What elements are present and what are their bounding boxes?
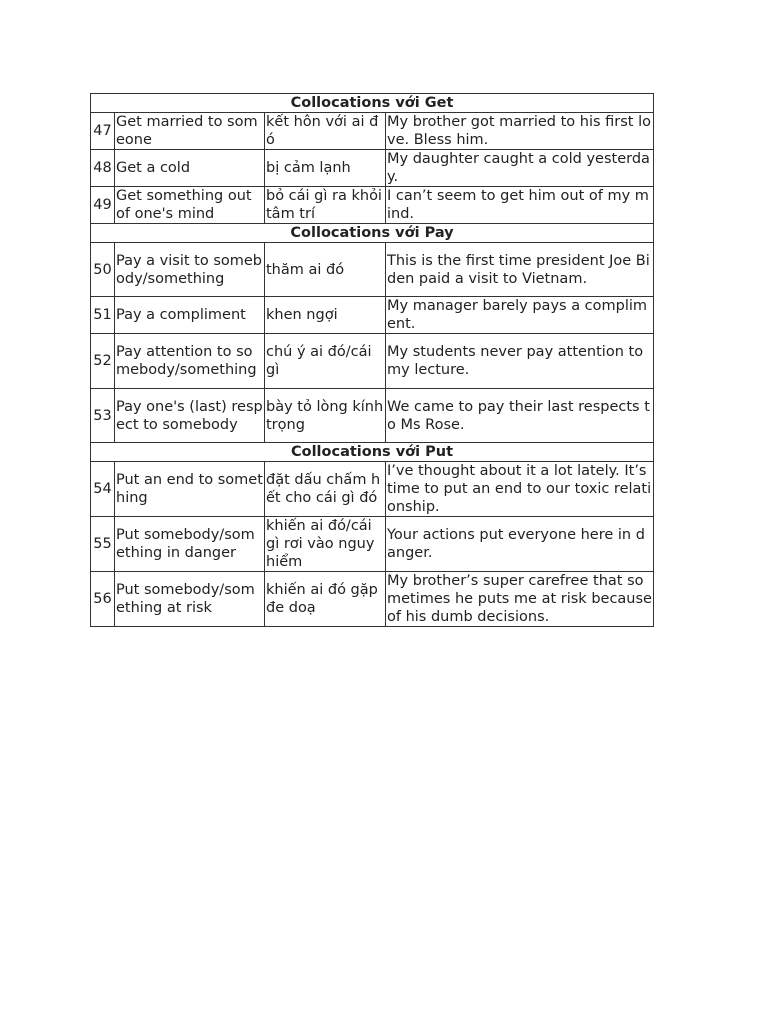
table-row <box>91 297 654 334</box>
row-number: 53 <box>91 389 115 443</box>
collocation-phrase: Pay attention to somebody/something <box>115 334 265 389</box>
row-number: 51 <box>91 297 115 334</box>
section-header-row <box>91 94 654 113</box>
table-row <box>91 187 654 224</box>
collocation-phrase: Pay a visit to somebody/something <box>115 243 265 297</box>
vietnamese-meaning: khiến ai đó gặp đe doạ <box>265 572 386 627</box>
table-row <box>91 389 654 443</box>
vietnamese-meaning: bỏ cái gì ra khỏi tâm trí <box>265 187 386 224</box>
section-title: Collocations với Put <box>91 443 654 462</box>
collocation-phrase: Put an end to something <box>115 462 265 517</box>
vietnamese-meaning: thăm ai đó <box>265 243 386 297</box>
vietnamese-meaning: chú ý ai đó/cái gì <box>265 334 386 389</box>
table-row <box>91 517 654 572</box>
collocations-table <box>90 93 654 627</box>
example-sentence: We came to pay their last respects to Ms Rose. <box>386 389 654 443</box>
table-row <box>91 113 654 150</box>
collocation-phrase: Get married to someone <box>115 113 265 150</box>
vietnamese-meaning: khiến ai đó/cái gì rơi vào nguy hiểm <box>265 517 386 572</box>
example-sentence: My students never pay attention to my lecture. <box>386 334 654 389</box>
section-title: Collocations với Get <box>91 94 654 113</box>
vietnamese-meaning: kết hôn với ai đó <box>265 113 386 150</box>
row-number: 48 <box>91 150 115 187</box>
example-sentence: My daughter caught a cold yesterday. <box>386 150 654 187</box>
vietnamese-meaning: đặt dấu chấm hết cho cái gì đó <box>265 462 386 517</box>
collocation-phrase: Pay a compliment <box>115 297 265 334</box>
row-number: 56 <box>91 572 115 627</box>
section-title: Collocations với Pay <box>91 224 654 243</box>
table-row <box>91 462 654 517</box>
table-row <box>91 572 654 627</box>
vietnamese-meaning: bày tỏ lòng kính trọng <box>265 389 386 443</box>
table-row <box>91 243 654 297</box>
example-sentence: I’ve thought about it a lot lately. It’s time to put an end to our toxic relationship. <box>386 462 654 517</box>
vietnamese-meaning: bị cảm lạnh <box>265 150 386 187</box>
example-sentence: I can’t seem to get him out of my mind. <box>386 187 654 224</box>
row-number: 52 <box>91 334 115 389</box>
row-number: 55 <box>91 517 115 572</box>
example-sentence: My brother got married to his first love. Bless him. <box>386 113 654 150</box>
row-number: 47 <box>91 113 115 150</box>
collocation-phrase: Put somebody/something at risk <box>115 572 265 627</box>
example-sentence: This is the first time president Joe Biden paid a visit to Vietnam. <box>386 243 654 297</box>
table-row <box>91 334 654 389</box>
table-row <box>91 150 654 187</box>
example-sentence: Your actions put everyone here in danger. <box>386 517 654 572</box>
collocation-phrase: Get something out of one's mind <box>115 187 265 224</box>
collocation-phrase: Get a cold <box>115 150 265 187</box>
collocation-phrase: Put somebody/something in danger <box>115 517 265 572</box>
section-header-row <box>91 224 654 243</box>
row-number: 50 <box>91 243 115 297</box>
section-header-row <box>91 443 654 462</box>
vietnamese-meaning: khen ngợi <box>265 297 386 334</box>
example-sentence: My brother’s super carefree that sometimes he puts me at risk because of his dumb decisions. <box>387 573 652 625</box>
collocation-phrase: Pay one's (last) respect to somebody <box>115 389 265 443</box>
row-number: 49 <box>91 187 115 224</box>
example-sentence: My manager barely pays a compliment. <box>386 297 654 334</box>
row-number: 54 <box>91 462 115 517</box>
